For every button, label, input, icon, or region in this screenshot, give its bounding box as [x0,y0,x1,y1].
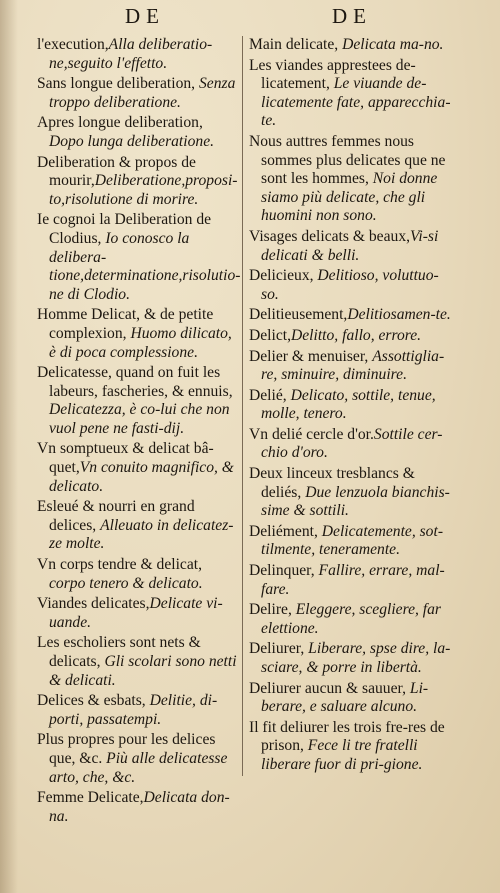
dictionary-entry [37,731,237,787]
dictionary-entry [249,306,454,325]
french-text: Delitieusement, [249,306,348,324]
italian-text: Alleuato in delicatez-ze molte. [49,516,234,553]
italian-text: Vn conuito magnifico, & delicato. [49,459,234,495]
dictionary-entry [37,634,237,690]
running-head-right: DE [332,4,372,28]
french-text: Main delicate, [249,36,339,53]
dictionary-entry [249,523,454,560]
italian-text: Liberare, spse dire, la-sciare, & porre in libertà. [261,640,451,676]
italian-text: Senza troppo deliberatione. [49,75,236,111]
italian-text: Vi-si delicati & belli. [261,227,439,264]
italian-text: Delitto, fallo, errore. [291,326,422,344]
dictionary-entry [249,719,454,775]
italian-text: Deliberatione,proposi-to,risolutione di morire. [49,172,238,208]
french-text: Sans longue deliberation, [37,75,196,93]
dictionary-entry [37,211,241,304]
page-gutter-shadow [0,0,18,893]
italian-text: Delitioso, voluttuo-so. [261,267,439,303]
french-text: Vn delié cercle d'or. [249,425,374,443]
french-text: Visages delicats & beaux, [249,227,411,245]
italian-text: Delicata don-na. [49,789,230,825]
dictionary-entry [37,595,237,632]
italian-text: Fece li tre fratelli liberare fuor di pri-gione. [261,737,423,773]
italian-text: Eleggere, scegliere, far elettione. [261,601,441,637]
french-text: Deliurer aucun & sauuer, [249,679,406,697]
italian-text: Gli scolari sono netti & delicati. [49,653,237,689]
french-text: Delict, [249,326,291,344]
dictionary-entry [37,556,237,593]
dictionary-entry [249,133,454,226]
italian-text: Fallire, errare, mal-fare. [261,562,445,598]
french-text: Deliurer, [249,640,305,658]
italian-text: Più alle delicatesse arto, che, &c. [49,749,228,786]
italian-text: Dopo lunga deliberatione. [49,132,215,150]
french-text: Nous auttres femmes nous sommes plus delicates que ne sont les hommes, [249,132,446,188]
french-text: Ie cognoi la Deliberation de Clodius, [37,211,212,247]
dictionary-entry [249,327,454,346]
french-text: Vn corps tendre & delicat, [37,556,202,574]
french-text: Viandes delicates, [37,595,150,613]
french-text: Deux linceux tresblancs & deliés, [249,465,415,501]
dictionary-entry [249,228,454,265]
dictionary-entry [37,440,237,496]
french-text: Femme Delicate, [37,789,144,807]
french-text: Il fit deliurer les trois fre-res de prison, [249,718,445,755]
french-text: Delicieux, [249,267,314,285]
column-divider [242,36,243,776]
dictionary-entry [249,562,454,599]
french-text: Esleué & nourri en grand delices, [37,498,195,534]
french-text: Delire, [249,601,292,619]
italian-text: Li-berare, e saluare alcuno. [261,679,429,716]
dictionary-entry [37,154,237,210]
french-text: Delices & esbats, [37,692,146,710]
french-text: Delinquer, [249,562,315,580]
french-text: Les viandes apprestees de-licatement, [249,56,416,93]
italian-text: Le viuande de-licatemente fate, apparecchia-te. [261,75,451,130]
dictionary-entry [37,306,237,362]
italian-text: Due lenzuola bianchis-sime & sottili. [261,483,450,520]
dictionary-entry [249,640,454,677]
italian-text: corpo tenero & delicato. [49,574,203,592]
french-text: Plus propres pour les delices que, &c. [37,731,216,767]
italian-text: Delicatezza, è co-lui che non vuol pene ne fasti-dij. [49,401,230,437]
dictionary-entry [37,692,237,729]
dictionary-entry [37,789,237,826]
french-text: Apres longue deliberation, [37,114,203,132]
italian-text: Delitie, di-porti, passatempi. [49,692,218,728]
dictionary-entry [249,426,454,463]
dictionary-entry [37,36,237,73]
french-text: Delier & menuiser, [249,347,369,365]
italian-text: Huomo dilicato, è di poca complessione. [49,324,232,361]
french-text: Delié, [249,386,287,404]
dictionary-entry [37,114,237,151]
italian-text: Sottile cer-chio d'oro. [261,425,443,462]
dictionary-entry [249,465,454,521]
french-text: Delicatesse, quand on fuit les labeurs, fascheries, & ennuis, [37,364,233,400]
left-column [37,36,241,828]
italian-text: Delicato, sottile, tenue, molle, tenero. [261,386,436,423]
italian-text: Assottiglia-re, sminuire, diminuire. [261,347,445,384]
italian-text: Alla deliberatio-ne,seguito l'effetto. [49,36,213,72]
running-head-left: DE [125,4,165,28]
dictionary-entry [37,364,237,438]
italian-text: Delitiosamen-te. [347,306,451,324]
french-text: Vn somptueux & delicat bâ-quet, [37,440,214,477]
italian-text: Delicate vi-uande. [49,595,223,631]
dictionary-entry [37,75,237,112]
italian-text: Io conosco la delibera-tione,determinatione,risolutio-ne di Clodio. [49,229,241,303]
italian-text: Delicatemente, sot-tilmente, teneramente. [261,522,444,559]
dictionary-entry [249,267,454,304]
dictionary-entry [249,387,454,424]
dictionary-entry [249,36,454,55]
italian-text: Noi donne siamo più delicate, che gli huomini non sono. [261,170,438,225]
french-text: Les escholiers sont nets & delicats, [37,634,201,670]
dictionary-entry [249,348,454,385]
right-column [249,36,454,777]
dictionary-entry [249,57,454,131]
french-text: l'execution, [37,36,109,53]
dictionary-entry [249,680,454,717]
french-text: Homme Delicat, & de petite complexion, [37,306,214,342]
french-text: Deliément, [249,522,318,540]
french-text: Deliberation & propos de mourir, [37,153,196,190]
italian-text: Delicata ma-no. [342,36,444,53]
dictionary-entry [249,601,454,638]
dictionary-entry [37,498,237,554]
